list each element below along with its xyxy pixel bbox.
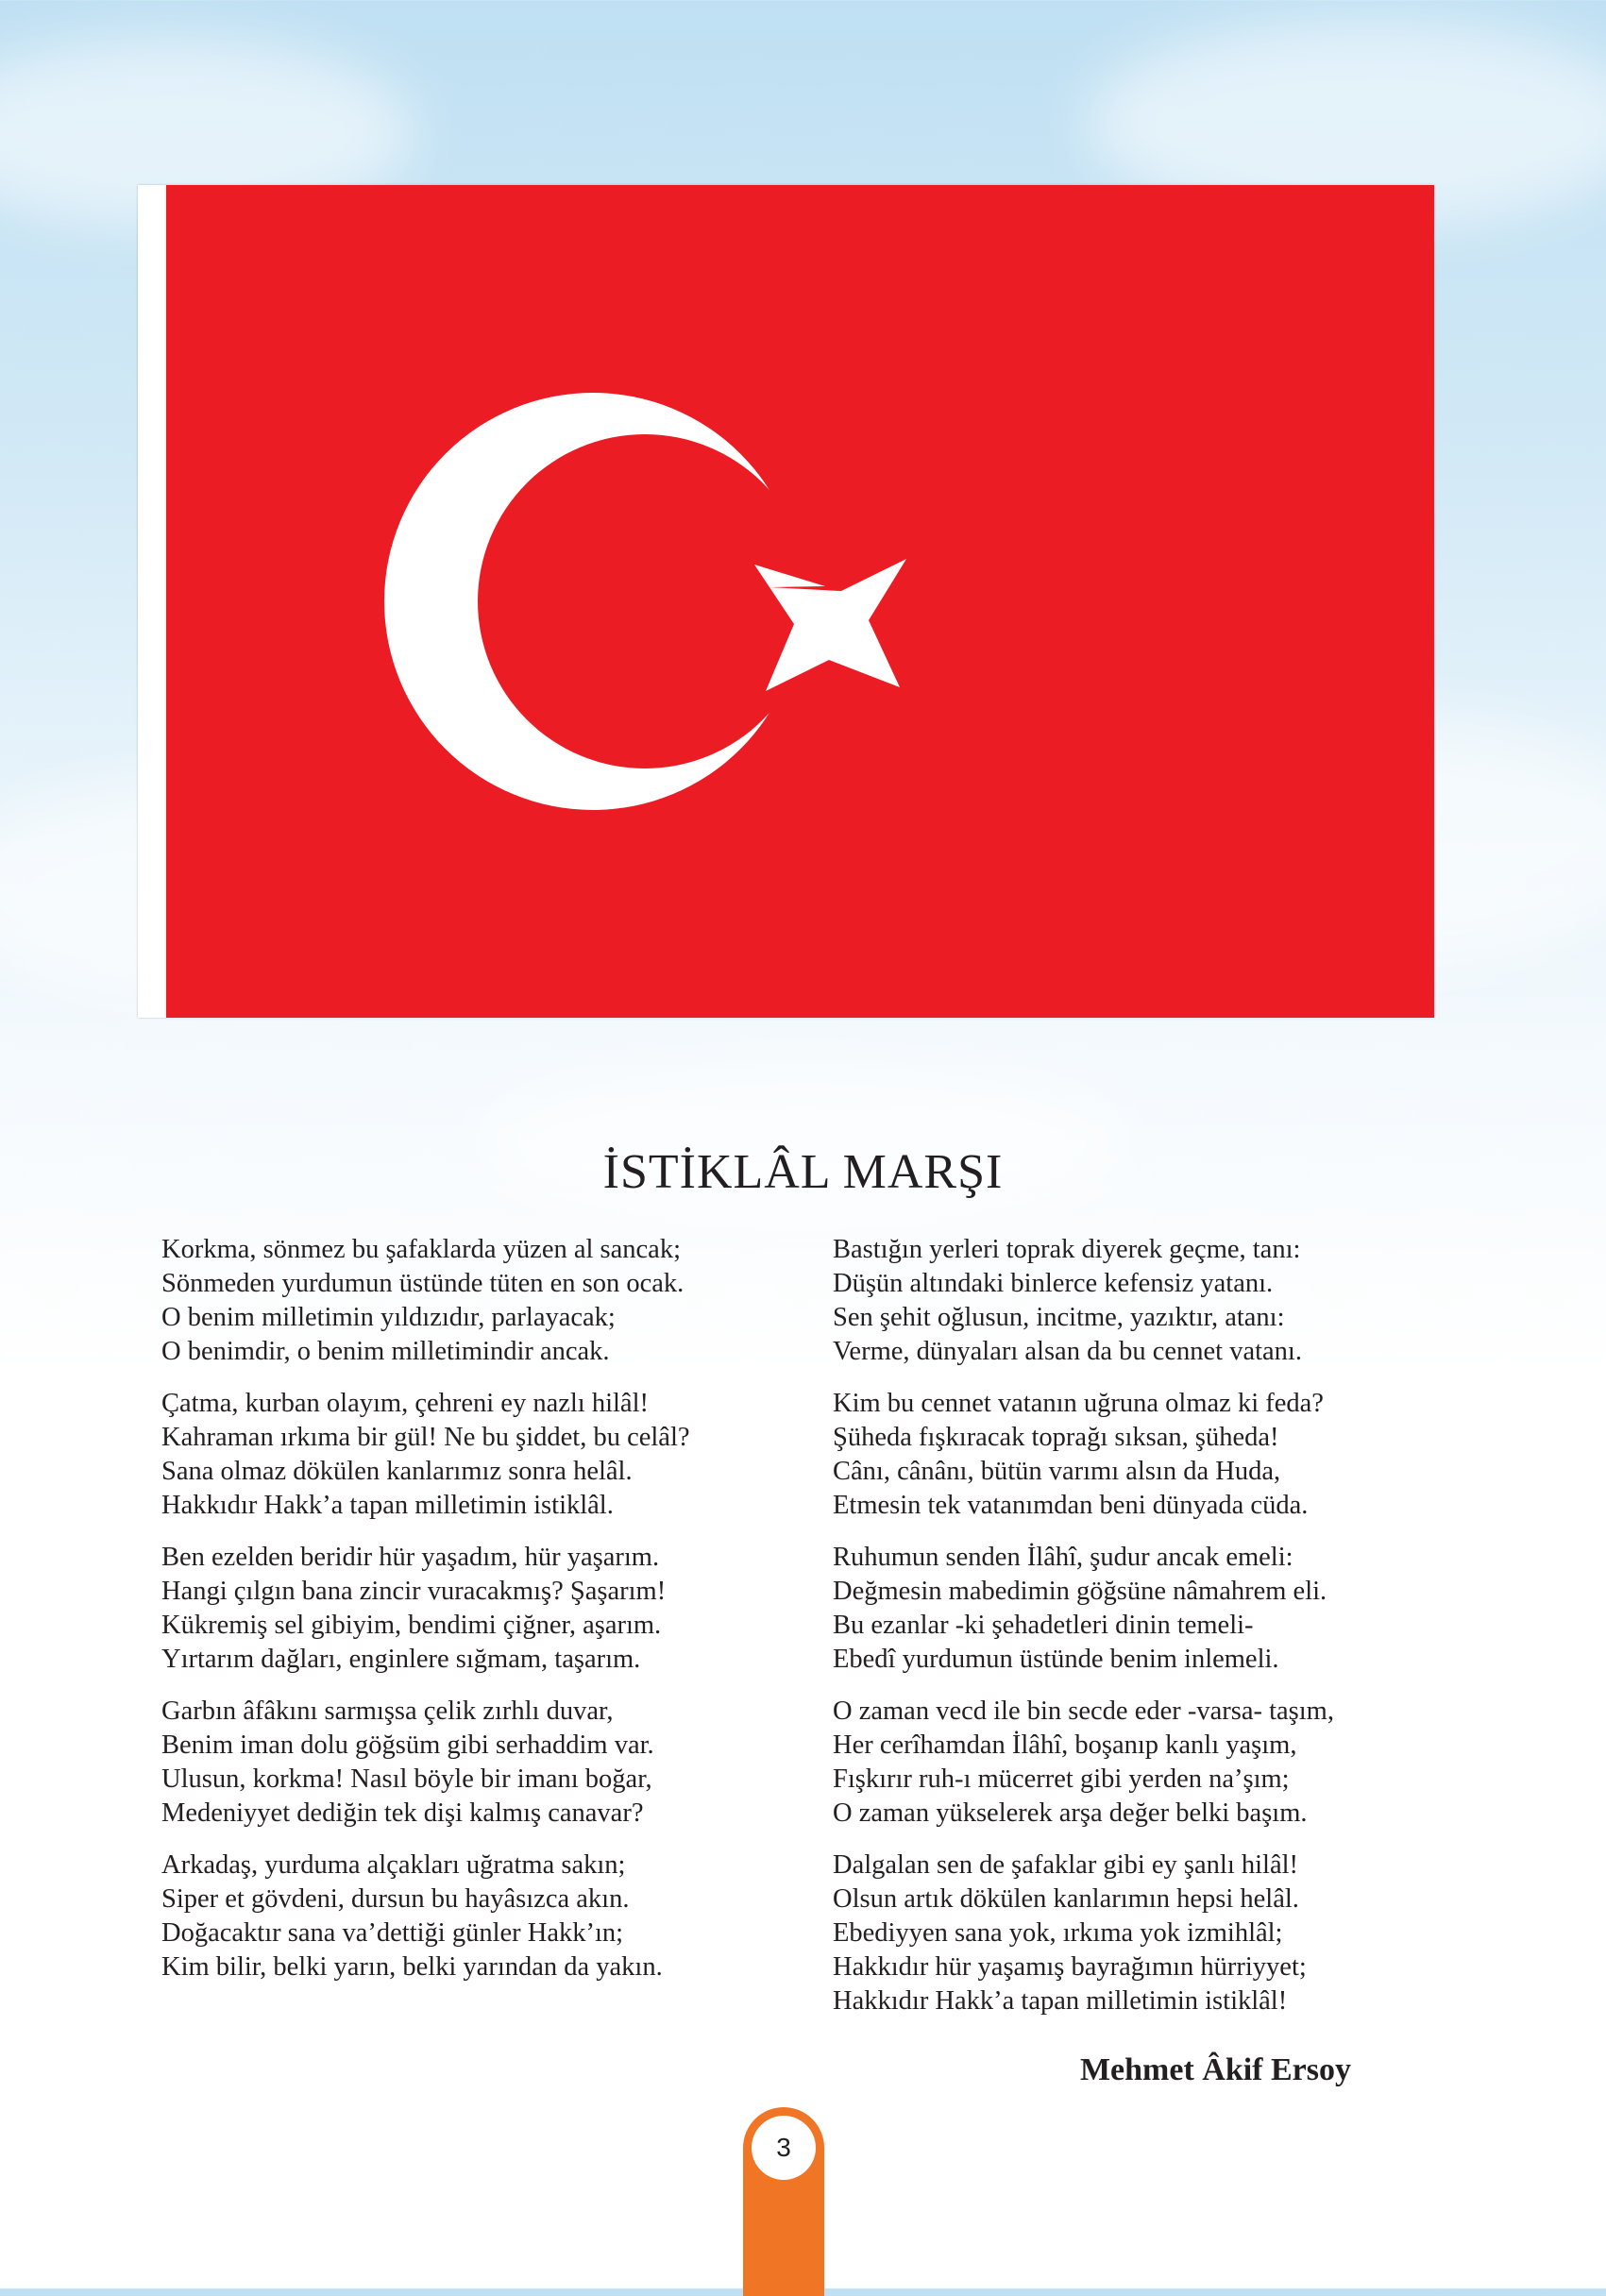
verse-line: Cânı, cânânı, bütün varımı alsın da Huda,: [833, 1457, 1281, 1486]
verse-line: Olsun artık dökülen kanlarımın hepsi helâl.: [833, 1884, 1299, 1914]
author-name: Mehmet Âkif Ersoy: [1079, 2052, 1351, 2087]
flag-image: [138, 185, 1434, 1018]
verse-line: Hangi çılgın bana zincir vuracakmış? Şaşarım!: [161, 1577, 667, 1606]
verse-line: Çatma, kurban olayım, çehreni ey nazlı hilâl!: [161, 1389, 649, 1418]
stanza: [833, 1233, 1550, 1369]
verse-line: Kükremiş sel gibiyim, bendimi çiğner, aşarım.: [161, 1611, 662, 1640]
sky-cloud: [472, 1057, 1133, 1227]
verse-line: Sönmeden yurdumun üstünde tüten en son ocak.: [161, 1269, 685, 1298]
verse-line: Arkadaş, yurduma alçakları uğratma sakın;: [161, 1850, 626, 1880]
verse-line: Bu ezanlar -ki şehadetleri dinin temeli-: [833, 1611, 1254, 1640]
verse-line: O benim milletimin yıldızıdır, parlayacak;: [161, 1303, 616, 1332]
verse-line: O benimdir, o benim milletimindir ancak.: [161, 1337, 610, 1366]
anthem-title: İSTİKLÂL MARŞI: [602, 1145, 1004, 1199]
stanza: [161, 1541, 879, 1677]
verse-line: Siper et gövdeni, dursun bu hayâsızca akın.: [161, 1884, 630, 1914]
verse-line: O zaman yükselerek arşa değer belki başım.: [833, 1798, 1308, 1828]
stanza: [161, 1695, 879, 1831]
verse-line: Kim bilir, belki yarın, belki yarından da yakın.: [161, 1952, 663, 1982]
crescent-inner: [478, 434, 812, 768]
verse-line: O zaman vecd ile bin secde eder -varsa- taşım,: [833, 1697, 1334, 1726]
verse-line: Şüheda fışkıracak toprağı sıksan, şüheda!: [833, 1423, 1279, 1452]
verse-line: Ulusun, korkma! Nasıl böyle bir imanı boğar,: [161, 1764, 652, 1794]
verse-line: Değmesin mabedimin göğsüne nâmahrem eli.: [833, 1577, 1327, 1606]
verse-line: Dalgalan sen de şafaklar gibi ey şanlı hilâl!: [833, 1850, 1299, 1880]
verse-line: Doğacaktır sana va’dettiği günler Hakk’ın;: [161, 1918, 624, 1948]
verse-line: Bastığın yerleri toprak diyerek geçme, tanı:: [833, 1235, 1301, 1264]
verse-line: Sen şehit oğlusun, incitme, yazıktır, atanı:: [833, 1303, 1285, 1332]
verse-line: Hakkıdır Hakk’a tapan milletimin istiklâl!: [833, 1986, 1288, 2016]
verse-line: Verme, dünyaları alsan da bu cennet vatanı.: [833, 1337, 1302, 1366]
verse-line: Fışkırır ruh-ı mücerret gibi yerden na’şım;: [833, 1764, 1290, 1794]
verse-line: Yırtarım dağları, enginlere sığmam, taşarım.: [161, 1645, 641, 1674]
verse-line: Etmesin tek vatanımdan beni dünyada cüda.: [833, 1491, 1309, 1520]
stanza: [833, 1541, 1550, 1677]
verse-line: Medeniyyet dediğin tek dişi kalmış canavar?: [161, 1798, 644, 1828]
left-verse-column: [161, 1233, 879, 2002]
stanza: [161, 1233, 879, 1369]
stanza: [833, 1695, 1550, 1831]
verse-line: Kim bu cennet vatanın uğruna olmaz ki feda?: [833, 1389, 1324, 1418]
flag-hoist: [138, 185, 166, 1018]
verse-line: Düşün altındaki binlerce kefensiz yatanı.: [833, 1269, 1274, 1298]
verse-line: Hakkıdır hür yaşamış bayrağımın hürriyyet;: [833, 1952, 1307, 1982]
verse-line: Garbın âfâkını sarmışsa çelik zırhlı duvar,: [161, 1697, 614, 1726]
stanza: [161, 1387, 879, 1523]
right-verse-column: [833, 1233, 1550, 2036]
verse-line: Sana olmaz dökülen kanlarımız sonra helâl.: [161, 1457, 633, 1486]
stanza: [161, 1849, 879, 1984]
verse-line: Benim iman dolu göğsüm gibi serhaddim var.: [161, 1730, 654, 1760]
turkish-flag-icon: [166, 185, 1434, 1018]
verse-line: Ebedî yurdumun üstünde benim inlemeli.: [833, 1645, 1279, 1674]
verse-line: Korkma, sönmez bu şafaklarda yüzen al sancak;: [161, 1235, 681, 1264]
verse-line: Ben ezelden beridir hür yaşadım, hür yaşarım.: [161, 1543, 660, 1572]
verse-line: Ebediyyen sana yok, ırkıma yok izmihlâl;: [833, 1918, 1283, 1948]
page-number: 3: [752, 2116, 816, 2180]
stanza: [833, 1387, 1550, 1523]
stanza: [833, 1849, 1550, 2018]
verse-line: Ruhumun senden İlâhî, şudur ancak emeli:: [833, 1543, 1293, 1572]
verse-line: Kahraman ırkıma bir gül! Ne bu şiddet, bu celâl?: [161, 1423, 690, 1452]
verse-line: Her cerîhamdan İlâhî, boşanıp kanlı yaşım,: [833, 1730, 1297, 1760]
verse-line: Hakkıdır Hakk’a tapan milletimin istiklâl.: [161, 1491, 614, 1520]
